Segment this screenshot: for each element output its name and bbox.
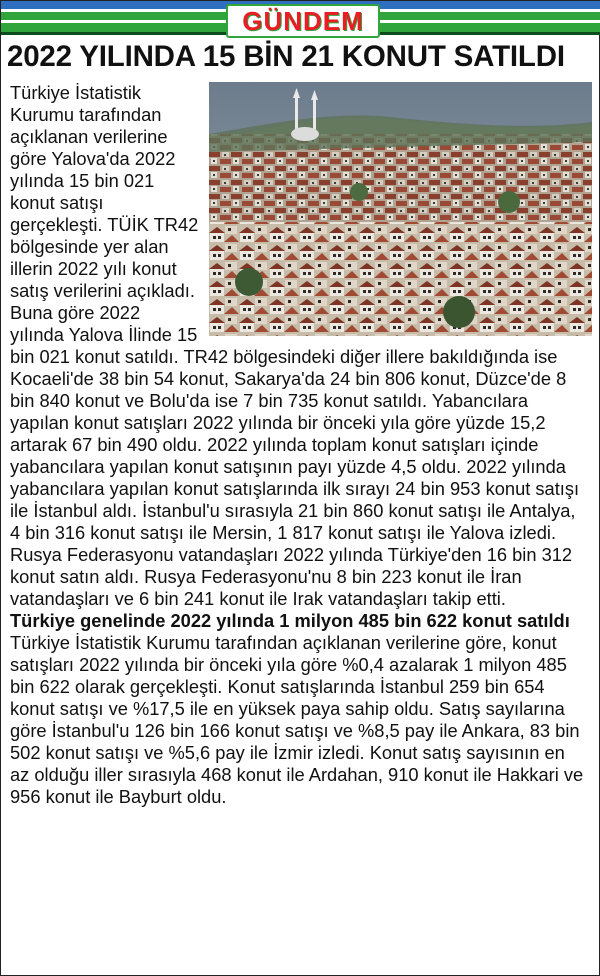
section-label: GÜNDEM xyxy=(226,4,380,38)
article-body xyxy=(10,82,588,808)
headline: 2022 YILINDA 15 BİN 21 KONUT SATILDI xyxy=(7,40,565,73)
photo-spacer xyxy=(205,82,588,344)
subheading: Türkiye genelinde 2022 yılında 1 milyon 485 bin 622 konut satıldı xyxy=(10,610,570,631)
paragraph-1: Türkiye İstatistik Kurumu tarafından açıklanan verilerine göre Yalova'da 2022 yılında 15 bin 021 konut satışı gerçekleşti. TÜİK TR42 bölgesinde yer alan illerin 2022 yılı konut satış verilerini açıkladı. Buna göre 2022 yılında Yalova İlinde 15 bin 021 konut satıldı. TR42 bölgesindeki diğer illere bakıldığında ise Kocaeli'de 38 bin 54 konut, Sakarya'da 24 bin 806 konut, Düzce'de 8 bin 840 konut ve Bolu'da ise 7 bin 735 konut satıldı. Yabancılara yapılan konut satışları 2022 yılında bir önceki yıla göre yüzde 15,2 artarak 67 bin 490 oldu. 2022 yılında toplam konut satışları içinde yabancılara yapılan konut satışının payı yüzde 4,5 oldu. 2022 yılında yabancılara yapılan konut satışlarında ilk sırayı 24 bin 953 konut satışı ile İstanbul aldı. İstanbul'u sırasıyla 21 bin 860 konut satışı ile Antalya, 4 bin 316 konut satışı ile Mersin, 1 817 konut satışı ile Yalova izledi. Rusya Federasyonu vatandaşları 2022 yılında Türkiye'den 16 bin 312 konut satın aldı. Rusya Federasyonu'nu 8 bin 223 konut ile İran vatandaşları ve 6 bin 241 konut ile Irak vatandaşları takip etti. xyxy=(10,82,580,609)
paragraph-2: Türkiye İstatistik Kurumu tarafından açıklanan verilerine göre, konut satışları 2022 yılında bir önceki yıla göre %0,4 azalarak 1 milyon 485 bin 622 olarak gerçekleşti. Konut satışlarında İstanbul 259 bin 654 konut satışı ve %17,5 ile en yüksek paya sahip oldu. Satış sayılarına göre İstanbul'u 126 bin 166 konut satışı ve %8,5 pay ile Ankara, 83 bin 502 konut satışı ve %5,6 pay ile İzmir izledi. Konut satış sayısının en az olduğu iller sırasıyla 468 konut ile Ardahan, 910 konut ile Hakkari ve 956 konut ile Bayburt oldu. xyxy=(10,632,584,807)
